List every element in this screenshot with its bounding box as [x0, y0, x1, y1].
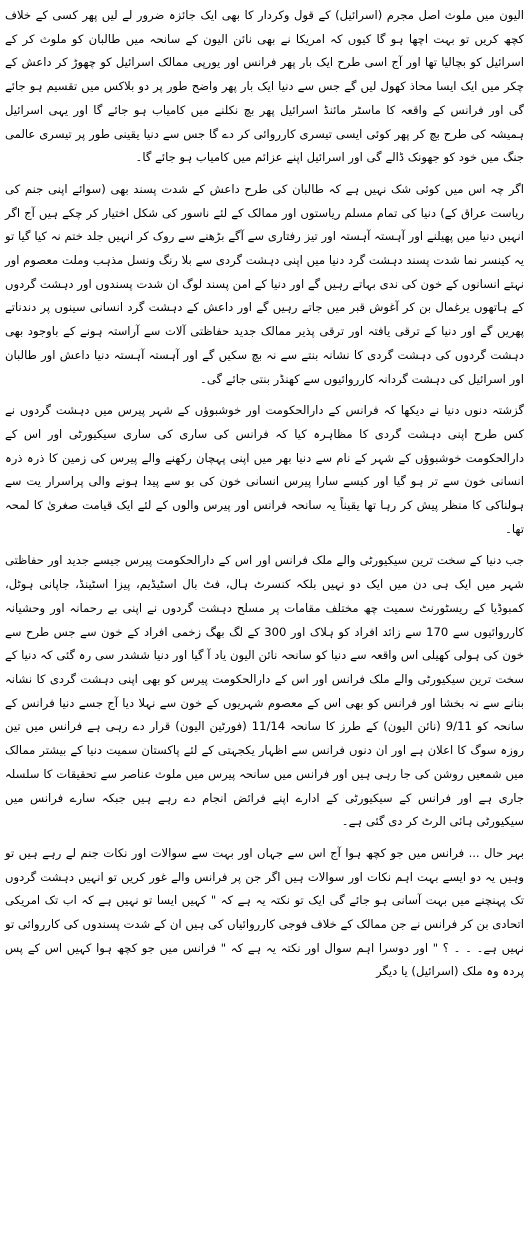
article-paragraph-4: جب دنیا کے سخت ترین سیکیورٹی والے ملک فرانس اور اس کے دارالحکومت پیرس جیسے جدید اور حفاظتی شہر میں ایک ہی دن میں ایک دو نہیں بلکہ کنسرٹ ہال، فٹ بال اسٹیڈیم، پیزا اسٹینڈ، جاپانی ہوٹل، کمبوڈیا کے ریسٹورنٹ سمیت چھ مختلف مقامات پر مسلح دہشت گردوں نے اپنی بے رحمانہ اور وحشیانہ کارروائیوں سے 170 سے زائد افراد کو ہلاک اور 300 کے لگ بھگ زخمی افراد کے خون سے جس طرح سے خون کی ہولی کھیلی اس واقعہ سے دنیا کو سانحہ نائن الیون یاد آ گیا اور دنیا ششدر سی رہ گئی کہ دنیا کے سخت ترین سیکیورٹی والے ملک فرانس اور اس کے دارالحکومت پیرس کو بھی اپنی دہشت گردی کا نشانہ بنانے سے نہ بخشا اور فرانس کو بھی اس کے معصوم شہریوں کے خون سے نہلا دیا آج جسے دنیا فرانس کے سانحہ کو 9/11 (نائن الیون) کے طرز کا سانحہ 11/14 (فورٹین الیون) قرار دے رہی ہے فرانس میں تین روزہ سوگ کا اعلان ہے اور ان دنوں فرانس سے اظہار یکجہتی کے لئے پاکستان سمیت دنیا کے بیشتر ممالک میں شمعیں روشن کی جا رہی ہیں اور فرانس میں سانحہ پیرس میں ملوث عناصر سے تحقیقات کا سلسلہ جاری ہے اور فرانس کے سیکیورٹی کے ادارے اپنے فرائض انجام دے رہے ہیں جبکہ سارے فرانس میں سیکیورٹی ہائی الرٹ کر دی گئی ہے۔ [5, 553, 525, 829]
article-paragraph-2: اگر چہ اس میں کوئی شک نہیں ہے کہ طالبان کی طرح داعش کے شدت پسند بھی (سوائے اپنی جنم کی ریاست عراق کے) دنیا کی تمام مسلم ریاستوں اور ممالک کے لئے ناسور کی شکل اختیار کر چکے ہیں آج اگر انہیں دنیا میں پھیلنے اور آہستہ آہستہ اور تیز رفتاری سے آگے بڑھنے سے روک کر انہیں جلد ختم نہ کیا گیا تو یہ کینسر نما شدت پسند دہشت گرد دنیا میں اپنی دہشت گردی سے بلا رنگ ونسل مذہب وملت معصوم اور نہتے انسانوں کے خون کی ندی بہاتے رہیں گے اور دنیا کے امن پسند لوگ ان شدت پسندوں اور دہشت گردوں کے ہاتھوں یرغمال بن کر آغوش قبر میں جاتے رہیں گے اور داعش کے دہشت گرد انسانی سینوں پر دندناتے پھریں گے اور دنیا کے ترقی یافتہ اور ترقی پذیر ممالک جدید حفاظتی آلات سے آراستہ ہونے کے باوجود بھی دہشت گردوں کی دہشت گردی کا نشانہ بنتے سے نہ بچ سکیں گے اور آہستہ آہستہ دنیا داعش اور طالبان اور اسرائیل کی دہشت گردانہ کارروائیوں سے کھنڈر بنتی جائے گی۔ [5, 181, 524, 386]
article-paragraph-3: گزشتہ دنوں دنیا نے دیکھا کہ فرانس کے دارالحکومت اور خوشبوؤں کے شہر پیرس میں دہشت گردوں نے کس طرح اپنی دہشت گردی کا مظاہرہ کیا کہ فرانس کی ساری کی ساری سیکیورٹی اور اس کے دارالحکومت خوشبوؤں کے شہر کے نام سے دنیا بھر میں اپنی پہچان رکھنے والے پیرس کی زمین کا ذرہ ذرہ انسانی خون سے تر ہو گیا اور کیسے سارا پیرس انسانی خون کی بو سے پیدا ہونے والی پراسرار یت سے ہولناکی کا منظر پیش کر رہا تھا یقیناً یہ سانحہ فرانس اور پیرس والوں کے لئے ایک قیامت صغریٰ کا لمحہ تھا۔ [5, 403, 524, 536]
article-paragraph-1: الیون میں ملوث اصل مجرم (اسرائیل) کے قول وکردار کا بھی ایک جائزہ ضرور لے لیں پھر کسی کے خلاف کچھ کریں تو بہت اچھا ہو گا کیوں کہ امریکا نے بھی نائن الیون کے سانحہ میں طالبان کو ملوث کر کے اسرائیل کو بچالیا تھا اور آج اسی طرح ایک بار پھر فرانس اور یورپی ممالک اسرائیل کو چھوڑ کر داعش کے چکر میں ایک ایسا محاذ کھول لیں گے جس سے دنیا ایک بار پھر واضح طور پر دو بلاکس میں تقسیم ہو جائے گی اور فرانس کے واقعہ کا ماسٹر مائنڈ اسرائیل پھر بچ نکلنے میں کامیاب ہو جائے گا اور یہی اسرائیل ہمیشہ کی طرح بچ کر پھر کوئی ایسی تیسری کارروائی کر دے گا جس سے دنیا یقینی طور پر تیسری عالمی جنگ میں خود کو جھونک ڈالے گی اور اسرائیل اپنے عزائم میں کامیاب ہو جائے گا۔ [5, 8, 524, 165]
article-paragraph-5: بہر حال ... فرانس میں جو کچھ ہوا آج اس سے جہاں اور بہت سے سوالات اور نکات جنم لے رہے ہیں تو وہیں یہ دو ایسے بہت اہم نکات اور سوالات ہیں اگر جن پر فرانس والے غور کریں تو انہیں دہشت گردوں تک پہنچنے میں بہت آسانی ہو جائے گی ایک تو نکتہ یہ ہے کہ " کہیں ایسا تو نہیں ہے کہ اب تک امریکی اتحادی بن کر فرانس نے جن ممالک کے خلاف فوجی کارروائیاں کی ہیں ان کے شدت پسندوں کی کارروائی تو نہیں ہے۔ ۔ ۔ ؟ " اور دوسرا اہم سوال اور نکتہ یہ ہے کہ " فرانس میں جو کچھ ہوا کہیں اس کے پس پردہ وہ ملک (اسرائیل) یا دیگر [5, 845, 524, 979]
